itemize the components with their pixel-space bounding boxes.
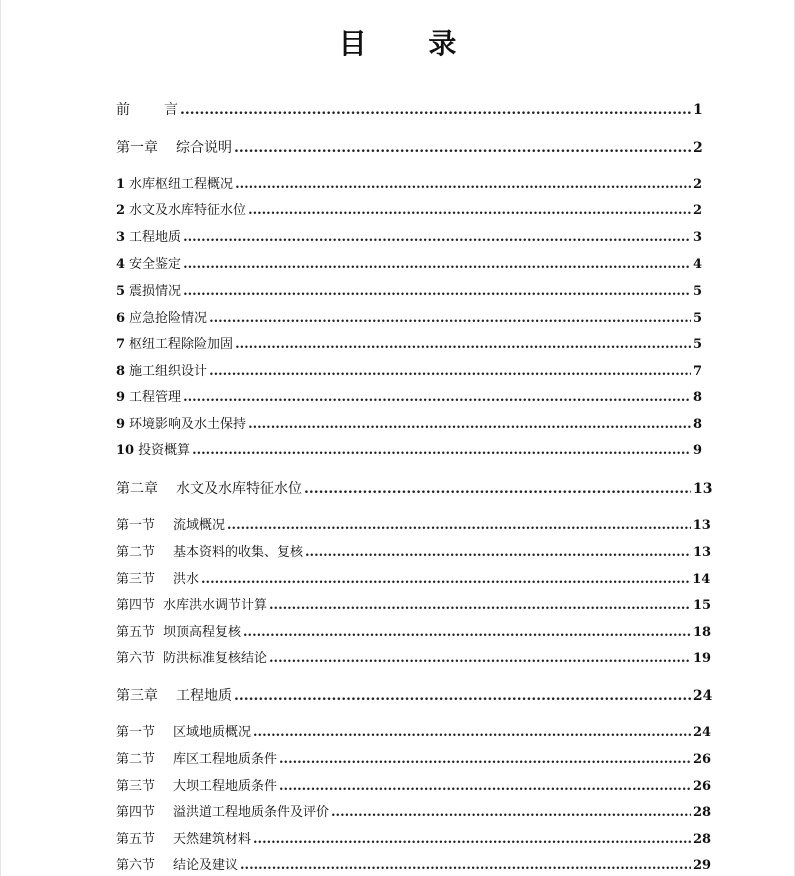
- toc-entry-page: 2: [693, 140, 703, 156]
- toc-entry-title: 工程地质: [129, 230, 182, 245]
- toc-entry-section[interactable]: [116, 858, 712, 874]
- toc-entry-number: 4: [116, 257, 126, 272]
- toc-entry-title: 天然建筑材料: [173, 832, 252, 847]
- toc-entry-item[interactable]: [116, 284, 701, 300]
- toc-entry-section[interactable]: [116, 832, 712, 848]
- toc-entry-item[interactable]: [116, 177, 701, 193]
- toc-entry-page: 24: [692, 688, 713, 704]
- toc-entry-page: 2: [693, 177, 703, 192]
- toc-entry-title: 震损情况: [129, 284, 182, 299]
- toc-entry-chapter[interactable]: [116, 140, 701, 156]
- toc-entry-page: 3: [693, 230, 703, 245]
- toc-entry-section[interactable]: [116, 518, 711, 534]
- toc-entry-section[interactable]: [116, 625, 712, 641]
- toc-entry-title: 水文及水库特征水位: [176, 481, 302, 497]
- toc-entry-number: 第二节: [116, 752, 156, 767]
- toc-entry-number: 第四节: [116, 805, 156, 820]
- toc-entry-item[interactable]: [116, 311, 701, 327]
- toc-entry-page: 1: [693, 102, 703, 118]
- toc-entry-title: 大坝工程地质条件: [173, 779, 278, 794]
- toc-entry-item[interactable]: [116, 257, 701, 273]
- toc-leader-dots: [248, 203, 691, 219]
- toc-entry-number: 第三节: [116, 572, 156, 587]
- toc-entry-number: 第五节: [116, 832, 156, 847]
- toc-entry-number: 1: [116, 177, 126, 192]
- toc-entry-page: 24: [693, 725, 712, 740]
- toc-entry-number: 7: [116, 337, 126, 352]
- toc-entry-title: 应急抢险情况: [129, 311, 208, 326]
- toc-entry-number: 第三章: [116, 688, 158, 704]
- toc-entry-title: 防洪标准复核结论: [163, 651, 268, 666]
- toc-leader-dots: [331, 805, 691, 821]
- toc-entry-title: 坝顶高程复核: [163, 625, 242, 640]
- toc-entry-chapter[interactable]: [116, 688, 713, 704]
- toc-entry-number: 第五节: [116, 625, 156, 640]
- toc-entry-page: 13: [693, 481, 713, 497]
- toc-leader-dots: [279, 752, 691, 768]
- toc-leader-dots: [234, 140, 691, 156]
- toc-entry-number: 5: [116, 284, 126, 299]
- toc-entry-title: 溢洪道工程地质条件及评价: [173, 805, 330, 820]
- toc-entry-number: 第一节: [116, 518, 156, 533]
- toc-entry-title: 工程管理: [129, 390, 182, 405]
- toc-entry-item[interactable]: [116, 364, 701, 380]
- toc-entry-number: 第六节: [116, 858, 156, 873]
- toc-entry-title: 区域地质概况: [173, 725, 252, 740]
- toc-leader-dots: [279, 779, 691, 795]
- toc-entry-section[interactable]: [116, 572, 711, 588]
- toc-entry-title: 综合说明: [176, 140, 232, 156]
- toc-entry-title: 水文及水库特征水位: [129, 203, 247, 218]
- toc-entry-number: 8: [116, 364, 126, 379]
- toc-entry-page: 7: [693, 364, 703, 379]
- toc-entry-page: 13: [693, 545, 712, 560]
- toc-entry-number: 6: [116, 311, 126, 326]
- toc-entry-page: 28: [693, 832, 712, 847]
- toc-leader-dots: [209, 311, 691, 327]
- toc-leader-dots: [304, 481, 691, 497]
- toc-leader-dots: [243, 625, 691, 641]
- toc-entry-section[interactable]: [116, 805, 712, 821]
- toc-entry-title: 流域概况: [173, 518, 226, 533]
- toc-entry-number: 9: [116, 390, 126, 405]
- toc-entry-page: 28: [693, 805, 712, 820]
- toc-entry-number: 第六节: [116, 651, 156, 666]
- toc-entry-section[interactable]: [116, 598, 712, 614]
- toc-entry-title: 环境影响及水土保持: [129, 417, 247, 432]
- toc-entry-number: 第四节: [116, 598, 156, 613]
- toc-entry-page: 13: [692, 518, 711, 533]
- toc-entry-page: 5: [693, 284, 703, 299]
- toc-entry-title: 枢纽工程除险加固: [129, 337, 234, 352]
- toc-entry-title: 施工组织设计: [129, 364, 208, 379]
- toc-entry-section[interactable]: [116, 779, 712, 795]
- toc-entry-title: 洪水: [173, 572, 200, 587]
- toc-entry-number: 10: [116, 443, 135, 458]
- toc-entry-title: 工程地质: [176, 688, 232, 704]
- toc-entry-page: 8: [693, 417, 703, 432]
- toc-entry-item[interactable]: [116, 203, 701, 219]
- toc-entry-title: 投资概算: [138, 443, 191, 458]
- toc-leader-dots: [183, 284, 691, 300]
- toc-entry-item[interactable]: [116, 443, 701, 459]
- toc-leader-dots: [180, 102, 691, 118]
- toc-leader-dots: [183, 230, 691, 246]
- toc-leader-dots: [253, 832, 691, 848]
- toc-entry-item[interactable]: [116, 337, 701, 353]
- toc-entry-page: 15: [693, 598, 712, 613]
- toc-entry-number: 3: [116, 230, 126, 245]
- toc-leader-dots: [240, 858, 691, 874]
- toc-leader-dots: [201, 572, 690, 588]
- toc-entry-item[interactable]: [116, 230, 701, 246]
- toc-entry-page: 18: [693, 625, 712, 640]
- toc-leader-dots: [248, 417, 691, 433]
- toc-entry-section[interactable]: [116, 725, 712, 741]
- toc-entry-page: 8: [693, 390, 703, 405]
- toc-leader-dots: [269, 651, 691, 667]
- toc-entry-number: 第一节: [116, 725, 156, 740]
- toc-entry-page: 2: [693, 203, 703, 218]
- toc-entry-title: 言: [164, 102, 178, 118]
- toc-entry-page: 29: [692, 858, 712, 873]
- toc-entry-section[interactable]: [116, 651, 712, 667]
- toc-entry-title: 安全鉴定: [129, 257, 182, 272]
- toc-entry-number: 第二章: [116, 481, 158, 497]
- toc-entry-number: 前: [116, 102, 130, 118]
- toc-entry-number: 第二节: [116, 545, 156, 560]
- toc-entry-preface[interactable]: [116, 102, 701, 118]
- toc-leader-dots: [235, 177, 691, 193]
- toc-entry-page: 26: [693, 752, 712, 767]
- toc-leader-dots: [269, 598, 691, 614]
- toc-leader-dots: [235, 337, 691, 353]
- toc-entry-page: 14: [692, 572, 711, 587]
- toc-entry-title: 水库枢纽工程概况: [129, 177, 234, 192]
- page-title: 目 录: [338, 27, 483, 60]
- toc-entry-page: 19: [693, 651, 712, 666]
- toc-entry-number: 第三节: [116, 779, 156, 794]
- toc-leader-dots: [183, 390, 691, 406]
- toc-entry-section[interactable]: [116, 545, 712, 561]
- toc-entry-page: 5: [693, 337, 703, 352]
- toc-entry-item[interactable]: [116, 417, 701, 433]
- toc-entry-number: 2: [116, 203, 126, 218]
- toc-leader-dots: [227, 518, 691, 534]
- toc-leader-dots: [253, 725, 691, 741]
- toc-entry-number: 9: [116, 417, 126, 432]
- toc-leader-dots: [209, 364, 691, 380]
- toc-entry-title: 水库洪水调节计算: [163, 598, 268, 613]
- toc-entry-item[interactable]: [116, 390, 701, 406]
- toc-leader-dots: [183, 257, 691, 273]
- toc-leader-dots: [234, 688, 691, 704]
- toc-entry-page: 4: [693, 257, 703, 272]
- toc-entry-title: 结论及建议: [173, 858, 239, 873]
- toc-leader-dots: [192, 443, 691, 459]
- toc-entry-number: 第一章: [116, 140, 158, 156]
- toc-leader-dots: [305, 545, 691, 561]
- toc-entry-chapter[interactable]: [116, 481, 713, 497]
- toc-entry-section[interactable]: [116, 752, 712, 768]
- toc-entry-title: 库区工程地质条件: [173, 752, 278, 767]
- toc-entry-page: 26: [693, 779, 712, 794]
- toc-entry-page: 5: [693, 311, 703, 326]
- toc-entry-title: 基本资料的收集、复核: [173, 545, 304, 560]
- toc-entry-page: 9: [693, 443, 703, 458]
